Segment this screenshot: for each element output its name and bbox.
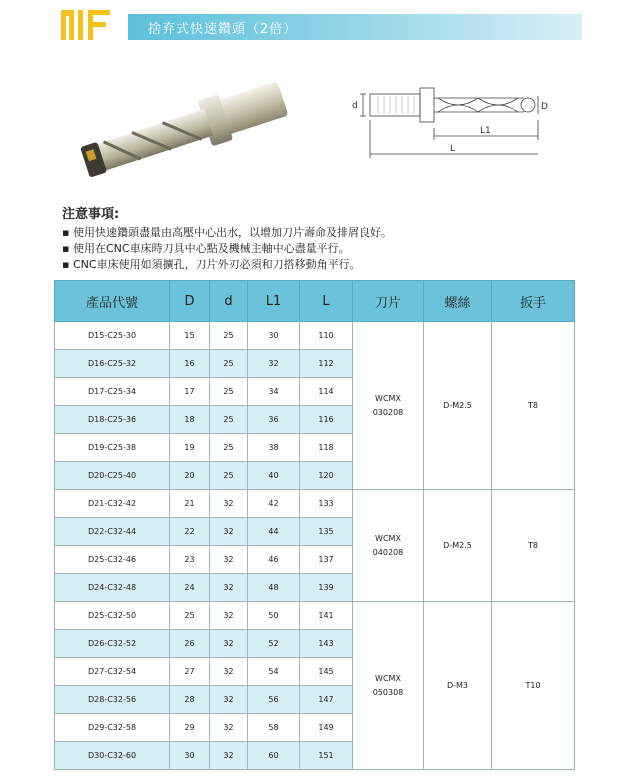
cell-L1: 42 <box>248 490 300 518</box>
cell-L1: 50 <box>248 602 300 630</box>
note-text: 使用在CNC車床時刀具中心點及機械主軸中心盡量平行。 <box>73 242 350 255</box>
col-header-L: L <box>300 281 353 322</box>
cell-screw: D-M2.5 <box>424 322 492 490</box>
cell-d: 25 <box>210 322 248 350</box>
col-header-insert: 刀片 <box>353 281 424 322</box>
cell-L1: 60 <box>248 742 300 770</box>
cell-d: 32 <box>210 714 248 742</box>
cell-d: 32 <box>210 546 248 574</box>
cell-L1: 56 <box>248 686 300 714</box>
cell-insert <box>353 490 424 602</box>
cell-D: 23 <box>170 546 210 574</box>
cell-L1: 36 <box>248 406 300 434</box>
note-text: 使用快速鑽頭盡量由高壓中心出水，以增加刀片壽命及排屑良好。 <box>73 226 392 239</box>
cell-L: 151 <box>300 742 353 770</box>
cell-wrench: T8 <box>492 322 575 490</box>
company-logo <box>60 8 114 42</box>
insert-code: 050308 <box>372 687 404 697</box>
cell-D: 18 <box>170 406 210 434</box>
insert-model: WCMX <box>375 673 401 683</box>
cell-code: D27-C32-54 <box>55 658 170 686</box>
cell-wrench: T10 <box>492 602 575 770</box>
cell-L: 112 <box>300 350 353 378</box>
label-D: D <box>541 102 548 112</box>
note-item <box>62 257 582 273</box>
cell-L1: 32 <box>248 350 300 378</box>
cell-code: D18-C25-36 <box>55 406 170 434</box>
insert-model: WCMX <box>375 533 401 543</box>
note-item <box>62 241 582 257</box>
cell-L: 145 <box>300 658 353 686</box>
cell-code: D20-C25-40 <box>55 462 170 490</box>
cell-code: D25-C32-46 <box>55 546 170 574</box>
cell-d: 25 <box>210 350 248 378</box>
cell-d: 32 <box>210 574 248 602</box>
cell-screw: D-M2.5 <box>424 490 492 602</box>
cell-D: 29 <box>170 714 210 742</box>
cell-code: D30-C32-60 <box>55 742 170 770</box>
cell-L: 137 <box>300 546 353 574</box>
cell-L: 110 <box>300 322 353 350</box>
col-header-d: d <box>210 281 248 322</box>
cell-L1: 48 <box>248 574 300 602</box>
cell-D: 21 <box>170 490 210 518</box>
cell-L: 118 <box>300 434 353 462</box>
cell-code: D15-C25-30 <box>55 322 170 350</box>
label-L1: L1 <box>480 126 491 136</box>
cell-D: 20 <box>170 462 210 490</box>
bullet-icon: ▪ <box>62 258 70 271</box>
cell-L1: 38 <box>248 434 300 462</box>
cell-code: D24-C32-48 <box>55 574 170 602</box>
cell-L: 133 <box>300 490 353 518</box>
cell-d: 32 <box>210 658 248 686</box>
col-header-code: 產品代號 <box>55 281 170 322</box>
table-row <box>55 322 575 350</box>
cell-d: 32 <box>210 742 248 770</box>
note-item <box>62 225 582 241</box>
cell-d: 32 <box>210 686 248 714</box>
cell-D: 22 <box>170 518 210 546</box>
cell-D: 25 <box>170 602 210 630</box>
insert-model: WCMX <box>375 393 401 403</box>
cell-L1: 44 <box>248 518 300 546</box>
notes-title: 注意事項: <box>62 207 120 222</box>
cell-code: D25-C32-50 <box>55 602 170 630</box>
cell-L1: 40 <box>248 462 300 490</box>
cell-L1: 58 <box>248 714 300 742</box>
cell-L1: 34 <box>248 378 300 406</box>
cell-L1: 52 <box>248 630 300 658</box>
cell-code: D16-C25-32 <box>55 350 170 378</box>
cell-L1: 54 <box>248 658 300 686</box>
cell-L: 143 <box>300 630 353 658</box>
cell-d: 32 <box>210 630 248 658</box>
col-header-wrench: 扳手 <box>492 281 575 322</box>
cell-wrench: T8 <box>492 490 575 602</box>
insert-code: 030208 <box>372 407 404 417</box>
cell-D: 30 <box>170 742 210 770</box>
page-title: 捨弃式快速鑽頭（2倍） <box>148 22 298 37</box>
cell-L: 135 <box>300 518 353 546</box>
cell-D: 19 <box>170 434 210 462</box>
cell-insert <box>353 322 424 490</box>
cell-d: 25 <box>210 434 248 462</box>
col-header-screw: 螺絲 <box>424 281 492 322</box>
cell-L1: 46 <box>248 546 300 574</box>
cell-D: 27 <box>170 658 210 686</box>
cell-D: 26 <box>170 630 210 658</box>
col-header-D: D <box>170 281 210 322</box>
cell-screw: D-M3 <box>424 602 492 770</box>
title-bar <box>128 14 582 40</box>
cell-L1: 30 <box>248 322 300 350</box>
cell-code: D17-C25-34 <box>55 378 170 406</box>
cell-L: 120 <box>300 462 353 490</box>
cell-D: 24 <box>170 574 210 602</box>
cell-L: 114 <box>300 378 353 406</box>
cell-d: 25 <box>210 378 248 406</box>
cell-L: 139 <box>300 574 353 602</box>
bullet-icon: ▪ <box>62 242 70 255</box>
note-text: CNC車床使用如須擴孔，刀片外刃必須和刀搭移動角平行。 <box>73 258 361 271</box>
cell-insert <box>353 602 424 770</box>
cell-D: 16 <box>170 350 210 378</box>
cell-L: 147 <box>300 686 353 714</box>
cell-d: 32 <box>210 602 248 630</box>
cell-L: 149 <box>300 714 353 742</box>
table-header-row <box>55 281 575 322</box>
label-d: d <box>352 101 358 111</box>
cell-d: 25 <box>210 462 248 490</box>
drill-photo <box>72 78 304 196</box>
cell-L: 141 <box>300 602 353 630</box>
cell-code: D28-C32-56 <box>55 686 170 714</box>
notes-section <box>62 203 582 273</box>
cell-code: D19-C25-38 <box>55 434 170 462</box>
label-L: L <box>450 144 456 154</box>
col-header-L1: L1 <box>248 281 300 322</box>
cell-d: 25 <box>210 406 248 434</box>
cell-D: 28 <box>170 686 210 714</box>
cell-d: 32 <box>210 490 248 518</box>
table-row <box>55 602 575 630</box>
insert-code: 040208 <box>372 547 404 557</box>
bullet-icon: ▪ <box>62 226 70 239</box>
cell-code: D22-C32-44 <box>55 518 170 546</box>
dimension-drawing <box>338 82 548 164</box>
cell-D: 15 <box>170 322 210 350</box>
cell-D: 17 <box>170 378 210 406</box>
cell-code: D21-C32-42 <box>55 490 170 518</box>
cell-d: 32 <box>210 518 248 546</box>
cell-code: D26-C32-52 <box>55 630 170 658</box>
cell-L: 116 <box>300 406 353 434</box>
cell-code: D29-C32-58 <box>55 714 170 742</box>
table-row <box>55 490 575 518</box>
spec-table <box>54 280 575 770</box>
